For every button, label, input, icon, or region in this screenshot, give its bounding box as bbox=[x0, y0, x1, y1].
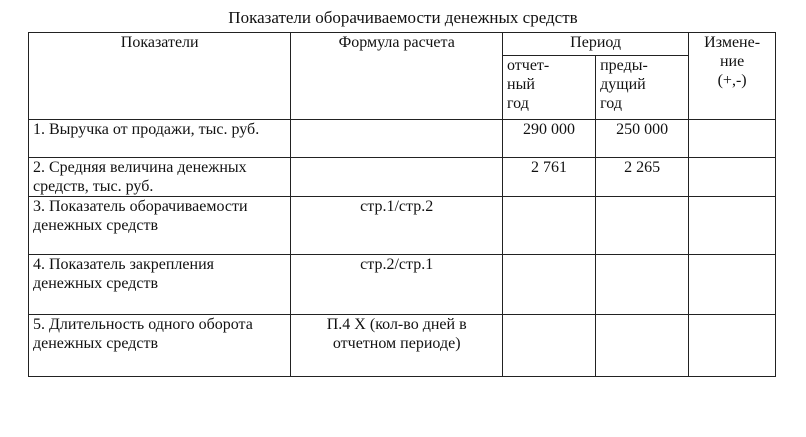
header-formula: Формула расчета bbox=[291, 33, 503, 120]
row-change-value bbox=[689, 315, 776, 377]
row-formula: стр.1/стр.2 bbox=[291, 197, 503, 255]
header-row-top bbox=[29, 33, 776, 56]
row-previous-value bbox=[596, 255, 689, 315]
row-indicator: 2. Средняя величина денежных средств, тыс. руб. bbox=[29, 158, 291, 197]
row-formula bbox=[291, 120, 503, 158]
row-current-value: 290 000 bbox=[503, 120, 596, 158]
row-previous-value bbox=[596, 315, 689, 377]
header-period: Период bbox=[503, 33, 689, 56]
row-formula bbox=[291, 158, 503, 197]
row-change-value bbox=[689, 255, 776, 315]
header-previous-year: преды- дущий год bbox=[596, 56, 689, 120]
table-row bbox=[29, 197, 776, 255]
row-current-value bbox=[503, 255, 596, 315]
table-row bbox=[29, 120, 776, 158]
turnover-indicators-table bbox=[28, 32, 776, 377]
row-change-value bbox=[689, 197, 776, 255]
row-previous-value: 250 000 bbox=[596, 120, 689, 158]
header-current-year: отчет- ный год bbox=[503, 56, 596, 120]
row-change-value bbox=[689, 120, 776, 158]
row-indicator: 1. Выручка от продажи, тыс. руб. bbox=[29, 120, 291, 158]
row-current-value: 2 761 bbox=[503, 158, 596, 197]
row-current-value bbox=[503, 315, 596, 377]
row-formula: стр.2/стр.1 bbox=[291, 255, 503, 315]
table-title: Показатели оборачиваемости денежных средств bbox=[228, 8, 578, 27]
row-change-value bbox=[689, 158, 776, 197]
row-indicator: 3. Показатель оборачиваемости денежных средств bbox=[29, 197, 291, 255]
row-indicator: 4. Показатель закрепления денежных средств bbox=[29, 255, 291, 315]
row-previous-value: 2 265 bbox=[596, 158, 689, 197]
header-change: Измене- ние (+,-) bbox=[689, 33, 776, 120]
table-row bbox=[29, 315, 776, 377]
row-current-value bbox=[503, 197, 596, 255]
row-formula: П.4 Х (кол-во дней в отчетном периоде) bbox=[291, 315, 503, 377]
row-indicator: 5. Длительность одного оборота денежных средств bbox=[29, 315, 291, 377]
row-previous-value bbox=[596, 197, 689, 255]
table-row bbox=[29, 158, 776, 197]
header-indicators: Показатели bbox=[29, 33, 291, 120]
table-row bbox=[29, 255, 776, 315]
